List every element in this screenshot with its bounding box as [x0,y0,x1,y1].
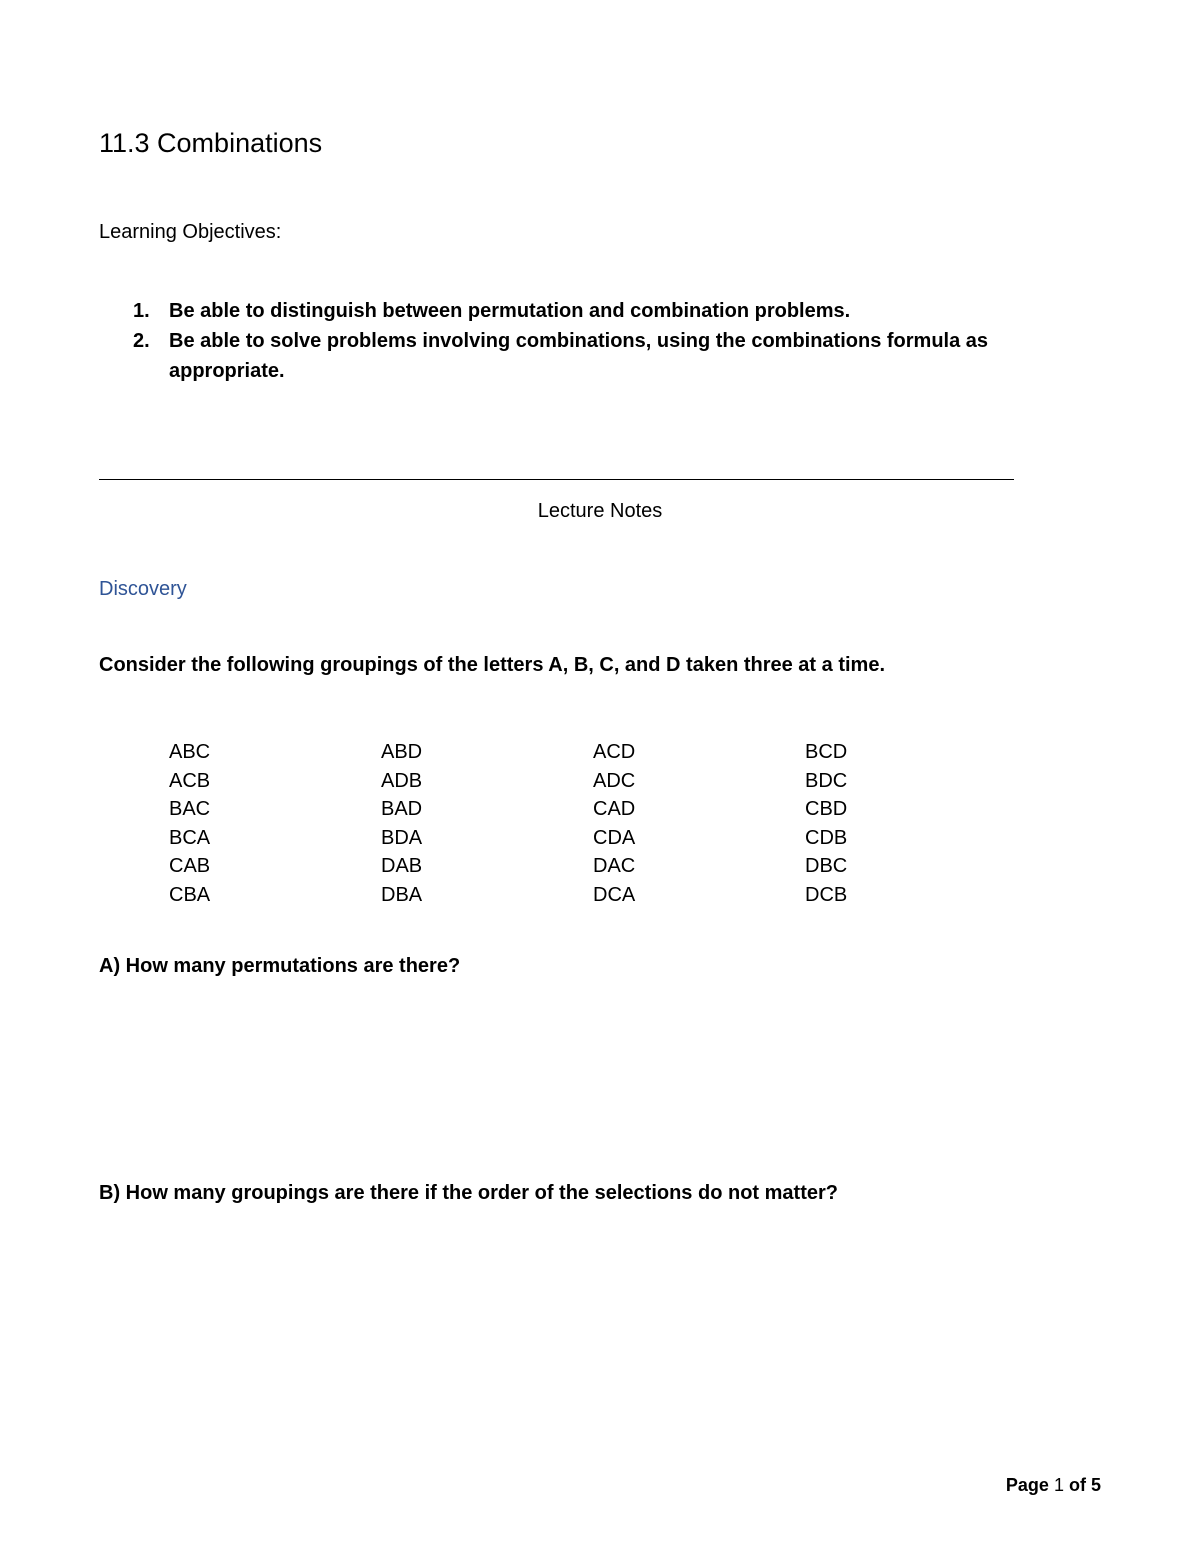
grouping-cell: BAD [381,798,423,821]
grouping-cell: BDC [805,769,848,792]
grouping-cell: DAB [381,855,423,878]
objectives-label: Learning Objectives: [99,221,282,243]
discovery-heading: Discovery [99,578,187,600]
grouping-cell: DBA [381,883,423,906]
grouping-cell: ABD [381,741,423,763]
groupings-grid [169,738,1029,910]
groupings-row [169,767,1029,796]
grouping-cell: DCB [805,883,848,906]
objective-item [99,296,1019,326]
grouping-cell: DAC [593,855,636,878]
grouping-cell: ADB [381,769,423,792]
objective-text: Be able to distinguish between permutation and combination problems. [169,300,851,322]
grouping-cell: CAD [593,798,636,821]
grouping-cell: CBD [805,798,848,821]
objective-number: 2. [133,330,150,352]
grouping-cell: CAB [169,855,211,878]
grouping-cell: ACD [593,741,636,763]
page-number [1006,1473,1101,1497]
grouping-cell: DBC [805,855,848,878]
page-total: 5 [1090,1475,1101,1495]
groupings-row [169,852,1029,881]
groupings-row [169,824,1029,853]
page-prefix: Page [1005,1475,1049,1495]
grouping-cell: DCA [593,883,636,906]
grouping-cell: BDA [381,826,423,849]
question-a: A) How many permutations are there? [99,955,461,977]
grouping-cell: ABC [169,741,211,763]
objective-number: 1. [133,300,150,322]
section-label: Lecture Notes [537,500,663,522]
page-title: 11.3 Combinations [99,128,323,158]
groupings-row [169,738,1029,767]
page-of: of [1068,1475,1086,1495]
grouping-cell: BCA [169,826,211,849]
grouping-cell: CBA [169,883,211,906]
grouping-cell: CDB [805,826,848,849]
grouping-cell: CDA [593,826,636,849]
groupings-row [169,881,1029,910]
horizontal-rule [99,479,1014,480]
groupings-row [169,795,1029,824]
objectives-list [99,296,1019,386]
grouping-cell: BAC [169,798,211,821]
objective-item [99,326,1019,386]
objective-text: Be able to solve problems involving combinations, using the combinations formula as appropriate. [169,330,989,382]
page-current: 1 [1053,1475,1064,1495]
question-b: B) How many groupings are there if the order of the selections do not matter? [99,1182,838,1204]
consider-text: Consider the following groupings of the letters A, B, C, and D taken three at a time. [99,654,886,676]
grouping-cell: ACB [169,769,211,792]
grouping-cell: ADC [593,769,636,792]
grouping-cell: BCD [805,741,848,763]
